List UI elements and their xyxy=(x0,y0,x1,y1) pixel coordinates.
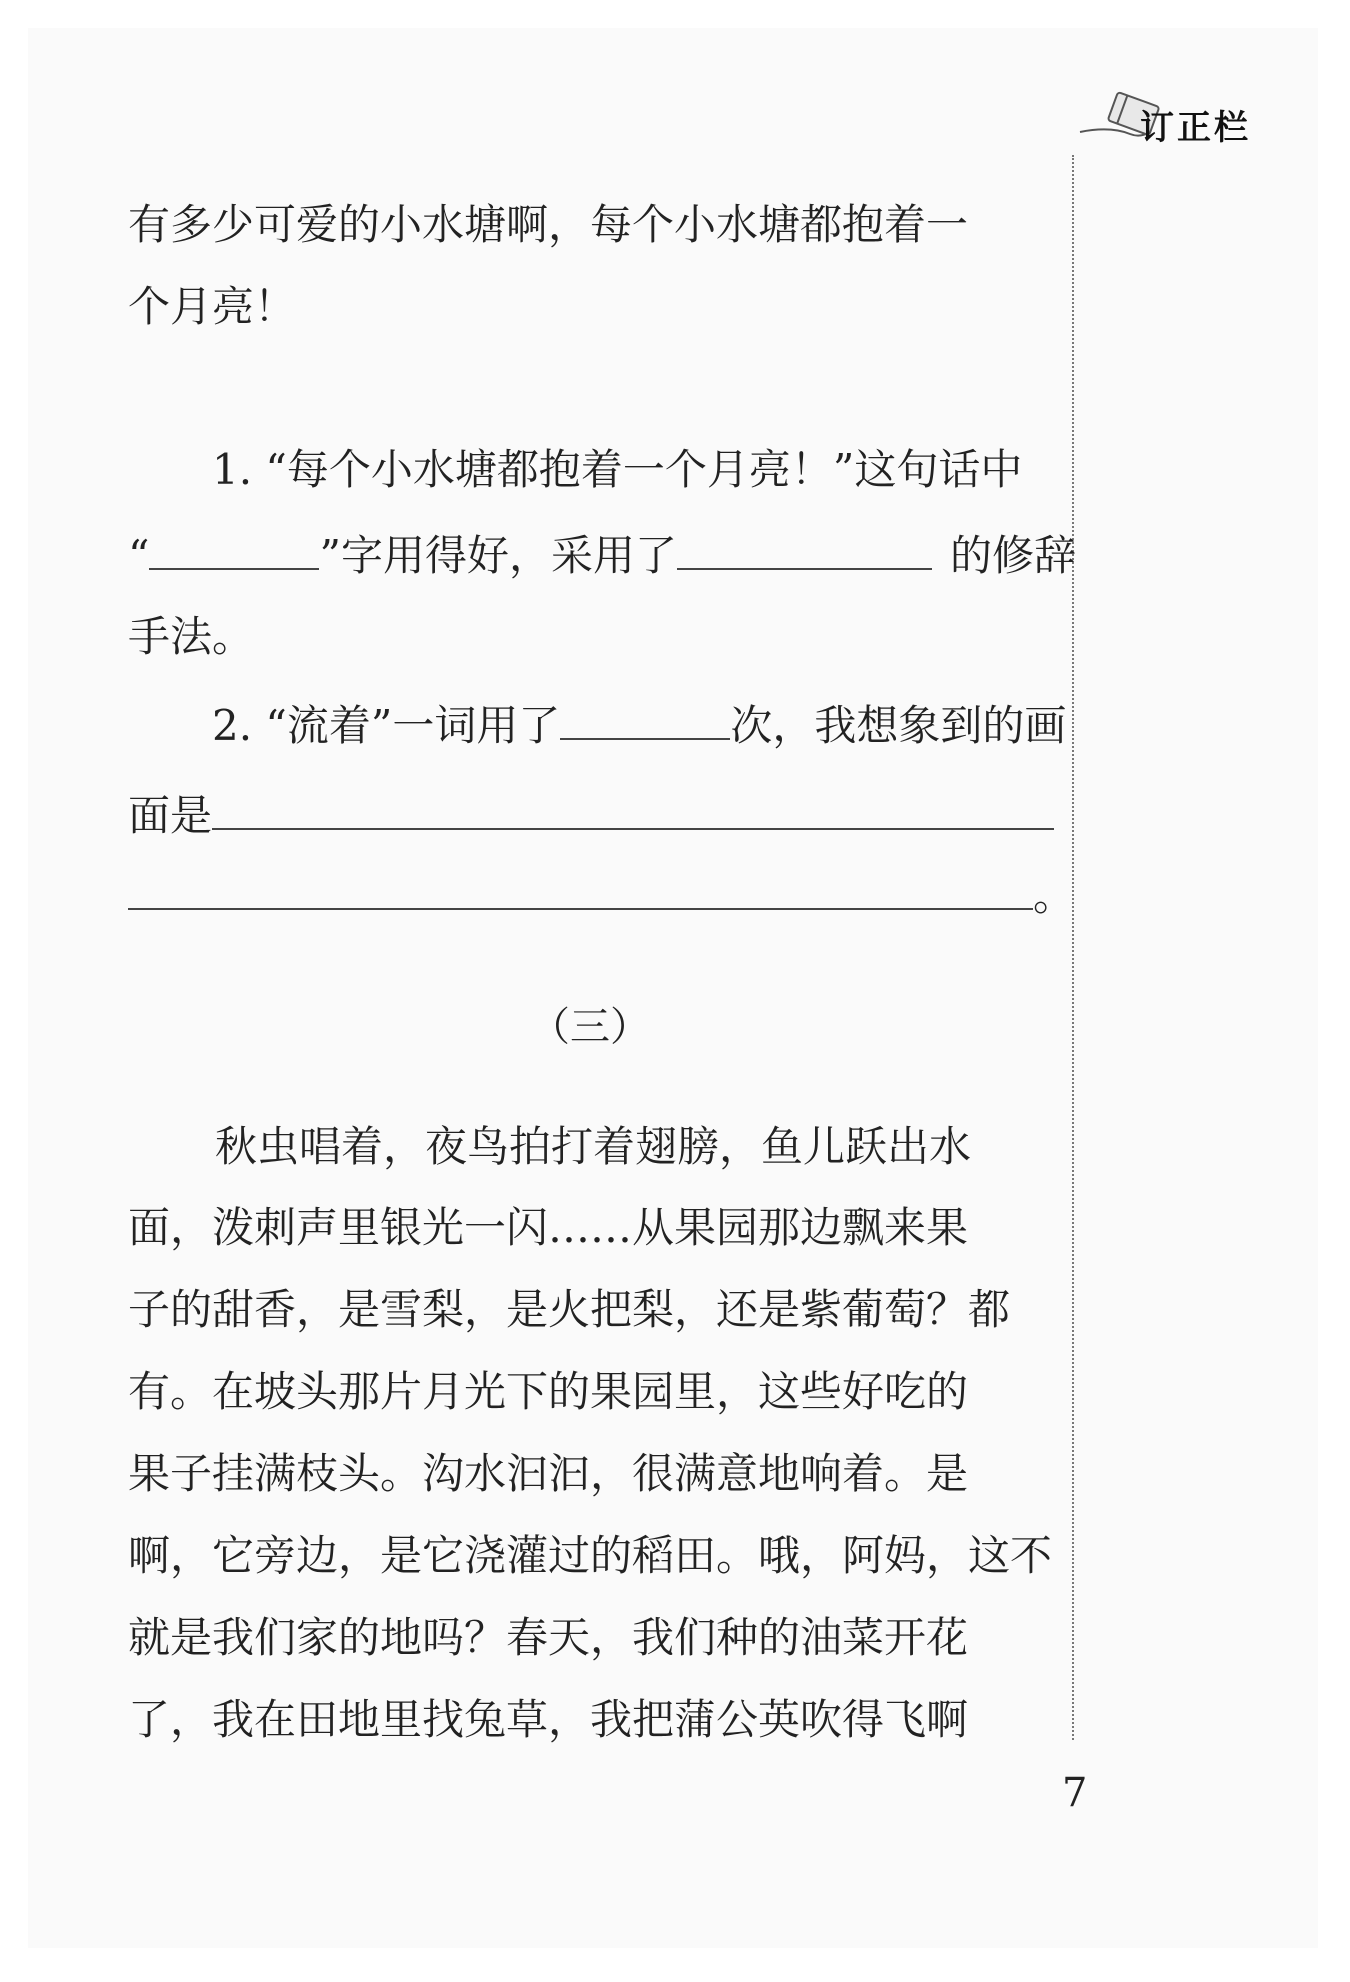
passage-line: 面，泼刺声里银光一闪……从果园那边飘来果 xyxy=(128,1203,969,1252)
answer-blank-scene-2[interactable] xyxy=(128,870,1033,910)
question-2-start-text: 2. “流着”一词用了 xyxy=(212,701,561,750)
text-line xyxy=(128,1531,1053,1581)
text-line xyxy=(215,1122,1053,1172)
answer-blank-count[interactable] xyxy=(560,700,730,740)
question-2-line2 xyxy=(128,790,1053,841)
text-line-content: 个月亮！ xyxy=(128,282,297,331)
question-1-mid-text: ”字用得好，采用了 xyxy=(319,531,677,580)
question-1-line3 xyxy=(128,612,1053,662)
question-2-line3 xyxy=(128,870,1076,921)
answer-blank-rhetoric[interactable] xyxy=(677,530,932,570)
text-line xyxy=(128,282,1053,332)
passage-line: 了，我在田地里找兔草，我把蒲公英吹得飞啊 xyxy=(128,1695,969,1744)
question-2-label: 面是 xyxy=(128,791,213,840)
question-2-mid-text: 次，我想象到的画 xyxy=(730,701,1067,750)
text-line xyxy=(128,200,1053,250)
correction-column-divider xyxy=(1072,155,1074,1740)
passage-line: 子的甜香，是雪梨，是火把梨，还是紫葡萄？都 xyxy=(128,1285,1011,1334)
question-1-end-text: 的修辞 xyxy=(949,531,1076,580)
open-quote: “ xyxy=(128,531,150,580)
text-line xyxy=(128,1285,1053,1335)
passage-line: 就是我们家的地吗？春天，我们种的油菜开花 xyxy=(128,1613,969,1662)
question-1 xyxy=(212,445,1053,495)
correction-column-title: 订正栏 xyxy=(1140,108,1251,148)
passage-line: 秋虫唱着，夜鸟拍打着翅膀，鱼儿跃出水 xyxy=(215,1122,972,1171)
question-1-line2 xyxy=(128,530,1076,581)
passage-line: 啊，它旁边，是它浇灌过的稻田。哦，阿妈，这不 xyxy=(128,1531,1053,1580)
period-mark: 。 xyxy=(1033,871,1076,920)
answer-blank-word[interactable] xyxy=(149,530,319,570)
question-1-line3-text: 手法。 xyxy=(128,612,255,661)
text-line xyxy=(128,1367,1053,1417)
page-number: 7 xyxy=(1062,1770,1088,1816)
question-2 xyxy=(212,700,1067,751)
text-line-content: 有多少可爱的小水塘啊，每个小水塘都抱着一 xyxy=(128,200,969,249)
text-line xyxy=(128,1449,1053,1499)
answer-blank-scene-1[interactable] xyxy=(212,790,1054,830)
text-line xyxy=(128,1695,1053,1745)
section-heading: （三） xyxy=(530,1004,650,1050)
passage-line: 果子挂满枝头。沟水汩汩，很满意地响着。是 xyxy=(128,1449,969,1498)
passage-line: 有。在坡头那片月光下的果园里，这些好吃的 xyxy=(128,1367,969,1416)
text-line xyxy=(128,1613,1053,1663)
question-1-text: 1. “每个小水塘都抱着一个月亮！”这句话中 xyxy=(212,445,1023,494)
text-line xyxy=(128,1203,1053,1253)
